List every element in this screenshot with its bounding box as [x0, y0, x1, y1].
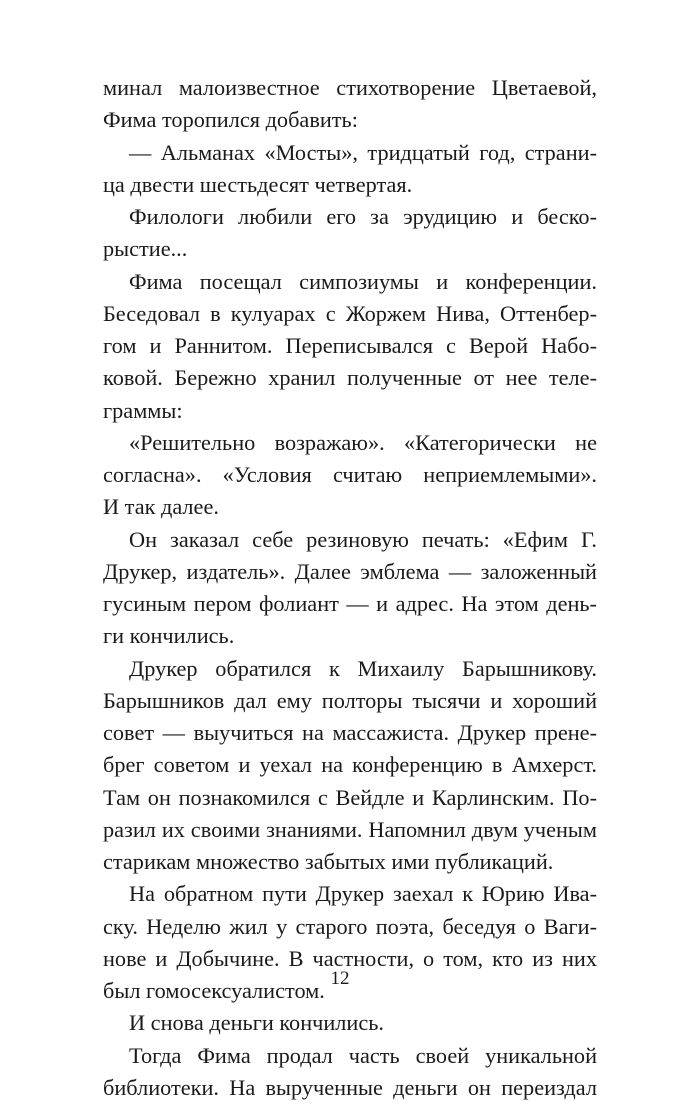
text-line: Беседовал в кулуарах с Жоржем Нива, Оттенбер-	[103, 300, 597, 326]
text-line: Он заказал себе резиновую печать: «Ефим Г.	[129, 526, 597, 552]
text-line: И так далее.	[103, 494, 219, 520]
text-line: Друкер, издатель». Далее эмблема — заложенный	[103, 558, 597, 584]
text-line: минал малоизвестное стихотворение Цветаевой,	[103, 75, 597, 100]
text-line: старикам множество забытых ими публикаций.	[103, 849, 554, 874]
text-line: был гомосексуалистом.	[103, 978, 325, 1003]
page-number: 12	[330, 968, 350, 989]
text-line: библиотеки. На вырученные деньги он переиздал	[103, 1074, 597, 1100]
text-line: Филологи любили его за эрудицию и беско-	[129, 204, 597, 229]
text-line: На обратном пути Друкер заехал к Юрию Ива-	[129, 881, 597, 907]
text-line: Барышников дал ему полторы тысячи и хороший	[103, 687, 597, 713]
text-line: ца двести шестьдесят четвертая.	[103, 171, 413, 197]
body-text	[103, 72, 597, 1104]
text-line: рыстие...	[103, 236, 188, 262]
text-line: — Альманах «Мосты», тридцатый год, страни-	[129, 139, 597, 165]
page-body	[103, 72, 597, 1104]
text-line: гусиным пером фолиант — и адрес. На этом день-	[103, 591, 597, 616]
text-line: Там он познакомился с Вейдле и Карлинским. По-	[103, 784, 597, 810]
text-line: Фима посещал симпозиумы и конференции.	[129, 268, 597, 294]
text-line: согласна». «Условия считаю неприемлемыми».	[103, 462, 597, 487]
text-line: нове и Добычине. В частности, о том, кто из них	[103, 945, 597, 971]
text-line: граммы:	[103, 397, 183, 423]
text-line: брег советом и уехал на конференцию в Амхерст.	[103, 752, 597, 778]
text-line: Друкер обратился к Михаилу Барышникову.	[129, 655, 597, 681]
text-line: совет — выучиться на массажиста. Друкер прене-	[103, 720, 597, 745]
text-line: гом и Раннитом. Переписывался с Верой Набо-	[103, 333, 597, 358]
text-line: «Решительно возражаю». «Категорически не	[129, 429, 597, 455]
text-line: Фима торопился добавить:	[103, 107, 358, 133]
text-line: Тогда Фима продал часть своей уникальной	[129, 1042, 597, 1068]
text-line: ги кончились.	[103, 623, 235, 649]
text-line: разил их своими знаниями. Напомнил двум ученым	[103, 816, 597, 842]
text-line: ску. Неделю жил у старого поэта, беседуя о Ваги-	[103, 913, 597, 939]
text-line: И снова деньги кончились.	[129, 1010, 384, 1036]
text-line: ковой. Бережно хранил полученные от нее теле-	[103, 365, 597, 391]
